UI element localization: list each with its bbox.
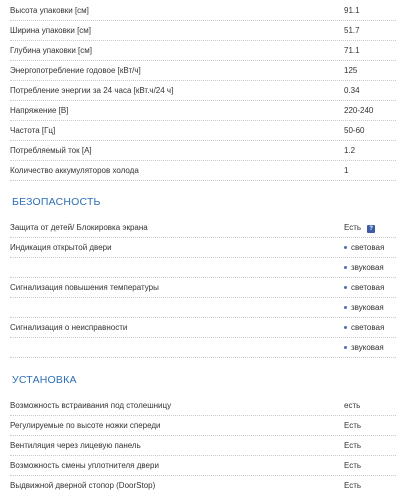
spec-label: Напряжение [В] xyxy=(10,106,69,115)
spec-value: звуковая xyxy=(344,263,384,272)
spec-row xyxy=(10,1,396,21)
spec-value: 71.1 xyxy=(344,46,360,55)
spec-value: 1 xyxy=(344,166,349,175)
spec-row xyxy=(10,41,396,61)
install-row xyxy=(10,456,396,476)
spec-row xyxy=(10,121,396,141)
spec-value xyxy=(344,223,375,233)
spec-label: Сигнализация повышения температуры xyxy=(10,283,159,292)
fault-alarm-row xyxy=(10,318,396,338)
bullet-icon xyxy=(344,326,347,329)
temp-alarm-row-2 xyxy=(10,298,396,318)
install-row xyxy=(10,396,396,416)
spec-label: Возможность встраивания под столешницу xyxy=(10,401,172,410)
spec-label: Энергопотребление годовое [кВт/ч] xyxy=(10,66,141,75)
temp-alarm-row xyxy=(10,278,396,298)
bullet-icon xyxy=(344,246,347,249)
spec-row xyxy=(10,81,396,101)
spec-label: Частота [Гц] xyxy=(10,126,56,135)
install-row xyxy=(10,476,396,495)
spec-label: Количество аккумуляторов холода xyxy=(10,166,139,175)
spec-label: Защита от детей/ Блокировка экрана xyxy=(10,223,148,232)
install-row xyxy=(10,436,396,456)
spec-value: Есть xyxy=(344,461,362,470)
spec-row xyxy=(10,21,396,41)
spec-row xyxy=(10,161,396,181)
help-icon[interactable]: ? xyxy=(367,225,375,233)
spec-label: Вентиляция через лицевую панель xyxy=(10,441,141,450)
spec-label: Сигнализация о неисправности xyxy=(10,323,128,332)
spec-value: 220-240 xyxy=(344,106,374,115)
bullet-icon xyxy=(344,266,347,269)
section-title-safety: БЕЗОПАСНОСТЬ xyxy=(12,196,101,208)
dimensions-block xyxy=(0,1,406,181)
spec-value: световая xyxy=(344,243,384,252)
spec-label: Глубина упаковки [см] xyxy=(10,46,92,55)
spec-label: Ширина упаковки [см] xyxy=(10,26,92,35)
spec-label: Потребление энергии за 24 часа [кВт.ч/24 ч] xyxy=(10,86,174,95)
spec-label: Регулируемые по высоте ножки спереди xyxy=(10,421,161,430)
spec-value: звуковая xyxy=(344,343,384,352)
spec-label: Возможность смены уплотнителя двери xyxy=(10,461,159,470)
install-row xyxy=(10,416,396,436)
bullet-icon xyxy=(344,346,347,349)
spec-value: 1.2 xyxy=(344,146,356,155)
spec-value: Есть xyxy=(344,441,362,450)
spec-row xyxy=(10,61,396,81)
section-title-install: УСТАНОВКА xyxy=(12,374,77,386)
spec-label: Выдвижной дверной стопор (DoorStop) xyxy=(10,481,156,490)
spec-value: 51.7 xyxy=(344,26,360,35)
spec-value: есть xyxy=(344,401,361,410)
bullet-icon xyxy=(344,286,347,289)
safety-block xyxy=(0,218,406,358)
spec-value: звуковая xyxy=(344,303,384,312)
child-lock-row xyxy=(10,218,396,238)
spec-row xyxy=(10,101,396,121)
fault-alarm-row-2 xyxy=(10,338,396,358)
spec-value: световая xyxy=(344,323,384,332)
bullet-icon xyxy=(344,306,347,309)
spec-row xyxy=(10,141,396,161)
install-block xyxy=(0,396,406,495)
spec-value: Есть xyxy=(344,481,362,490)
spec-value: 91.1 xyxy=(344,6,360,15)
spec-label: Индикация открытой двери xyxy=(10,243,112,252)
spec-value: 50-60 xyxy=(344,126,365,135)
spec-label: Потребляемый ток [А] xyxy=(10,146,92,155)
door-open-row-2 xyxy=(10,258,396,278)
door-open-row xyxy=(10,238,396,258)
child-lock-value: Есть xyxy=(344,223,362,232)
spec-value: 0.34 xyxy=(344,86,360,95)
spec-value: 125 xyxy=(344,66,358,75)
spec-label: Высота упаковки [см] xyxy=(10,6,89,15)
spec-value: световая xyxy=(344,283,384,292)
spec-value: Есть xyxy=(344,421,362,430)
